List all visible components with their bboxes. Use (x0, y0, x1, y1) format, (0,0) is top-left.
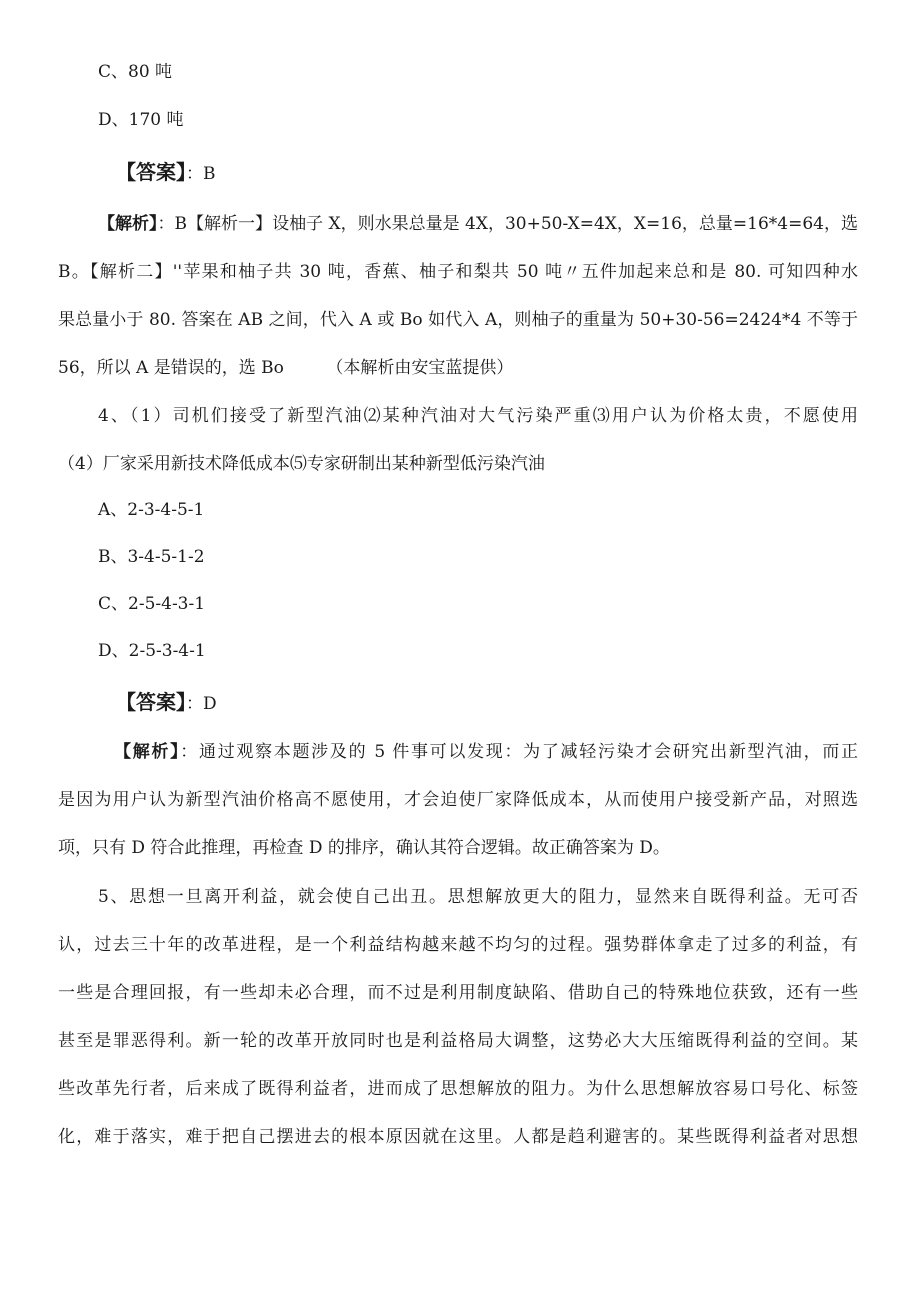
q5-line-5: 些改革先行者，后来成了既得利益者，进而成了思想解放的阻力。为什么思想解放容易口号化、标签 (58, 1079, 858, 1099)
q3-analysis-line-1: 【解析】：B【解析一】设柚子 X，则水果总量是 4X，30+50-X=4X，X=16，总量=16*4=64，选 (98, 214, 859, 234)
analysis-label: 【解析】 (98, 214, 158, 234)
q5-line-2: 认，过去三十年的改革进程，是一个利益结构越来越不均匀的过程。强势群体拿走了过多的利益，有 (58, 935, 858, 955)
q4-option-a: A、2-3-4-5-1 (98, 500, 205, 520)
q4-answer (116, 688, 217, 718)
q5-line-1: 5、思想一旦离开利益，就会使自己出丑。思想解放更大的阻力，显然来自既得利益。无可否 (98, 887, 858, 907)
answer-value: ：B (186, 164, 216, 184)
q4-stem-line-2: （4）厂家采用新技术降低成本⑸专家研制出某种新型低污染汽油 (58, 454, 545, 474)
q3-analysis-line-4: 56，所以 A 是错误的，选 Bo （本解析由安宝蓝提供） (58, 358, 514, 378)
q4-option-b: B、3-4-5-1-2 (98, 547, 205, 567)
analysis-label: 【解析】 (114, 742, 181, 762)
q5-line-6: 化，难于落实，难于把自己摆进去的根本原因就在这里。人都是趋利避害的。某些既得利益者对思想 (58, 1127, 858, 1147)
q4-analysis-line-1: 【解析】：通过观察本题涉及的 5 件事可以发现：为了减轻污染才会研究出新型汽油，而正 (114, 742, 859, 762)
q3-analysis-line-2: B。【解析二】''苹果和柚子共 30 吨，香蕉、柚子和梨共 50 吨〃五件加起来总和是 80. 可知四种水 (58, 262, 858, 282)
q4-option-c: C、2-5-4-3-1 (98, 594, 206, 614)
q4-analysis-line-3: 项，只有 D 符合此推理，再检查 D 的排序，确认其符合逻辑。故正确答案为 D。 (58, 838, 670, 858)
answer-value: ：D (186, 694, 217, 714)
answer-label: 【答案】 (116, 160, 186, 184)
q3-answer (116, 158, 216, 188)
answer-label: 【答案】 (116, 690, 186, 714)
q4-stem-line-1: 4、（1）司机们接受了新型汽油⑵某种汽油对大气污染严重⑶用户认为价格太贵，不愿使用 (98, 406, 858, 426)
q4-option-d: D、2-5-3-4-1 (98, 641, 206, 661)
q3-option-c: C、80 吨 (98, 62, 173, 82)
q5-line-4: 甚至是罪恶得利。新一轮的改革开放同时也是利益格局大调整，这势必大大压缩既得利益的空间。某 (58, 1031, 858, 1051)
q3-option-d: D、170 吨 (98, 110, 184, 130)
q4-analysis-line-2: 是因为用户认为新型汽油价格高不愿使用，才会迫使厂家降低成本，从而使用户接受新产品，对照选 (58, 790, 858, 810)
q5-line-3: 一些是合理回报，有一些却未必合理，而不过是利用制度缺陷、借助自己的特殊地位获致，还有一些 (58, 983, 858, 1003)
q3-analysis-line-3: 果总量小于 80. 答案在 AB 之间，代入 A 或 Bo 如代入 A，则柚子的重量为 50+30-56=2424*4 不等于 (58, 310, 858, 330)
